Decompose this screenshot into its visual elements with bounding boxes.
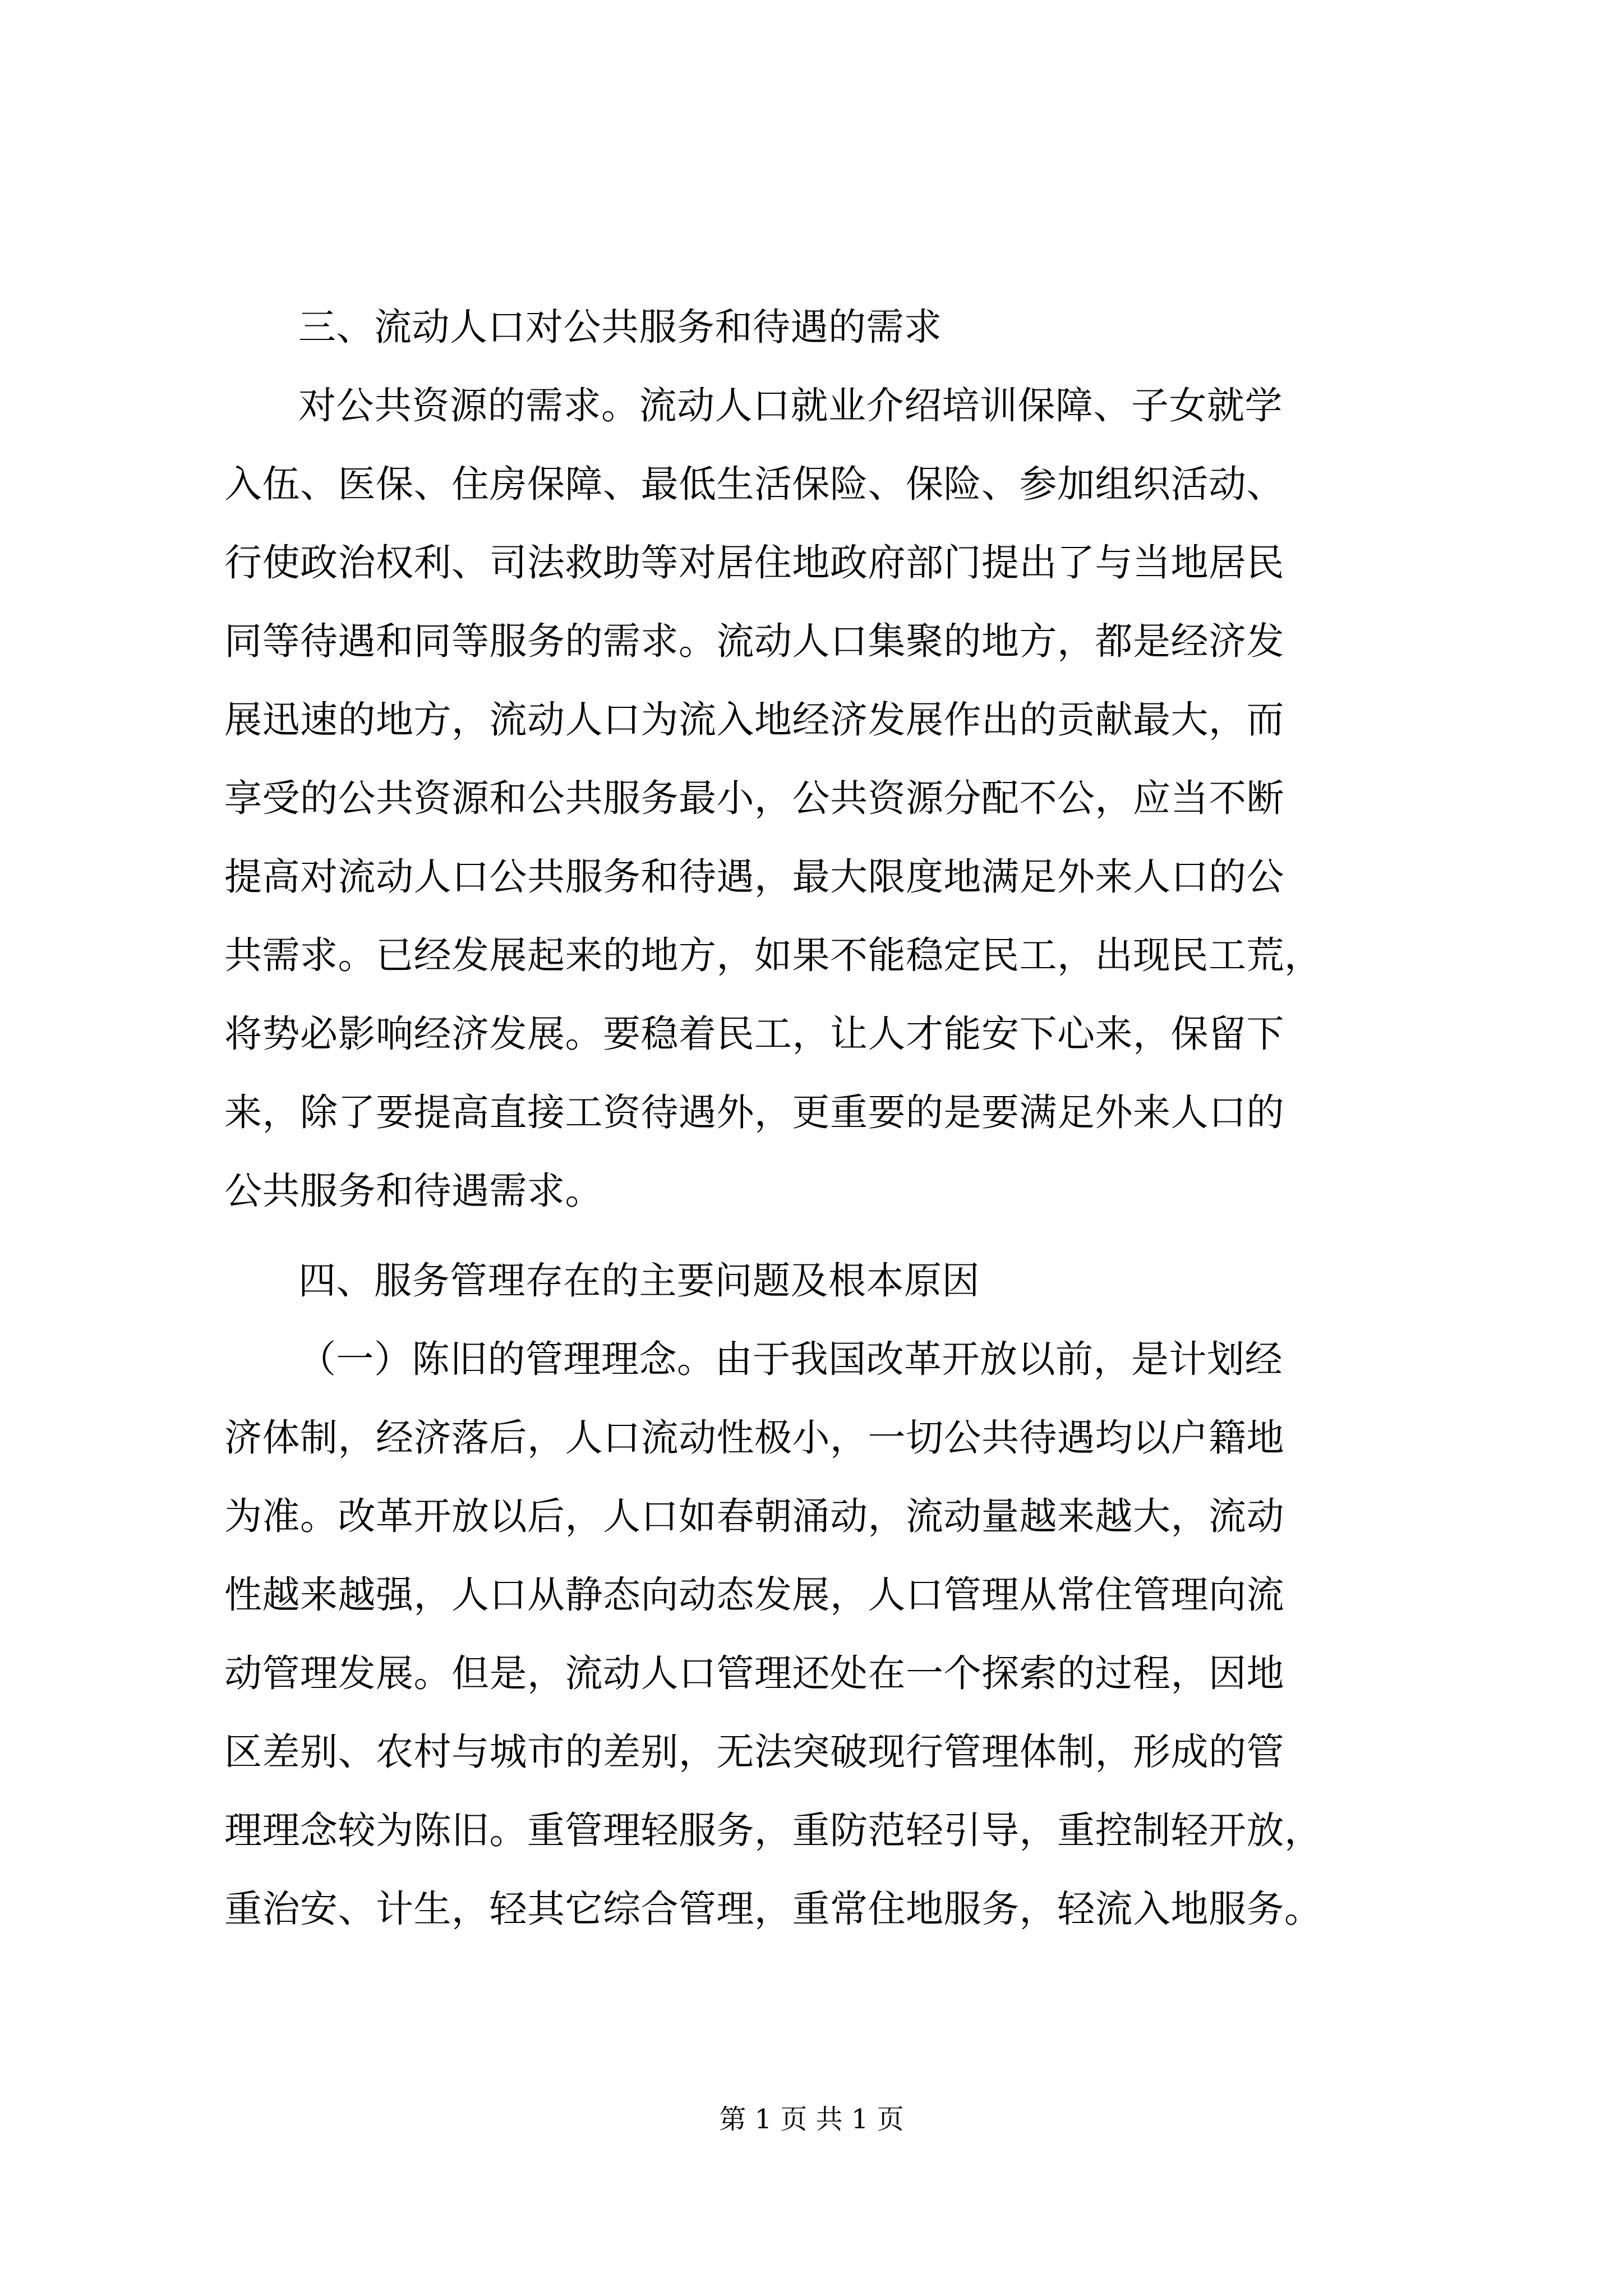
paragraph-line: 动管理发展。但是，流动人口管理还处在一个探索的过程，因地 xyxy=(224,1651,1284,1695)
paragraph-line: 性越来越强，人口从静态向动态发展，人口管理从常住管理向流 xyxy=(224,1573,1284,1617)
section-heading-four: 四、服务管理存在的主要问题及根本原因 xyxy=(298,1259,980,1303)
paragraph-line: 济体制，经济落后，人口流动性极小，一切公共待遇均以户籍地 xyxy=(224,1416,1284,1460)
paragraph-line: 对公共资源的需求。流动人口就业介绍培训保障、子女就学 xyxy=(298,384,1283,427)
paragraph-line: 同等待遇和同等服务的需求。流动人口集聚的地方，都是经济发 xyxy=(224,619,1284,663)
paragraph-line: 展迅速的地方，流动人口为流入地经济发展作出的贡献最大，而 xyxy=(224,698,1284,742)
paragraph-line: 区差别、农村与城市的差别，无法突破现行管理体制，形成的管 xyxy=(224,1730,1284,1774)
page-number-footer: 第 1 页 共 1 页 xyxy=(719,2104,904,2135)
paragraph-line: 重治安、计生，轻其它综合管理，重常住地服务，轻流入地服务。 xyxy=(224,1887,1322,1931)
paragraph-line: 理理念较为陈旧。重管理轻服务，重防范轻引导，重控制轻开放， xyxy=(224,1809,1322,1852)
paragraph-line: 提高对流动人口公共服务和待遇，最大限度地满足外来人口的公 xyxy=(224,855,1284,899)
paragraph-line: 共需求。已经发展起来的地方，如果不能稳定民工，出现民工荒， xyxy=(224,933,1322,977)
paragraph-line: 将势必影响经济发展。要稳着民工，让人才能安下心来，保留下 xyxy=(224,1012,1284,1056)
section-heading-three: 三、流动人口对公共服务和待遇的需求 xyxy=(298,305,942,349)
paragraph-line: 入伍、医保、住房保障、最低生活保险、保险、参加组织活动、 xyxy=(224,462,1284,506)
subsection-heading-line: （一）陈旧的管理理念。由于我国改革开放以前，是计划经 xyxy=(298,1337,1283,1381)
paragraph-line: 公共服务和待遇需求。 xyxy=(224,1169,603,1213)
paragraph-line: 为准。改革开放以后，人口如春朝涌动，流动量越来越大，流动 xyxy=(224,1494,1284,1538)
paragraph-line: 来，除了要提高直接工资待遇外，更重要的是要满足外来人口的 xyxy=(224,1091,1284,1134)
paragraph-line: 行使政治权利、司法救助等对居住地政府部门提出了与当地居民 xyxy=(224,541,1284,585)
paragraph-line: 享受的公共资源和公共服务最小，公共资源分配不公，应当不断 xyxy=(224,776,1284,820)
